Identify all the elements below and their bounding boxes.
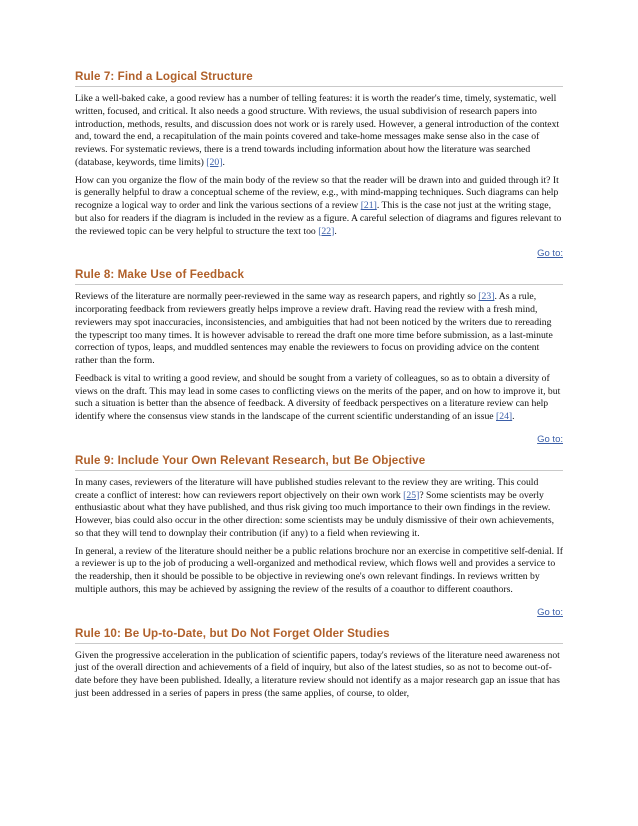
rule-heading: Rule 9: Include Your Own Relevant Research, but Be Objective bbox=[75, 454, 563, 471]
citation-link[interactable]: [25] bbox=[403, 489, 420, 501]
paragraph-text: . bbox=[334, 225, 337, 237]
body-paragraph bbox=[75, 650, 563, 701]
paragraph-text: . bbox=[512, 411, 515, 422]
paragraph-text: . As a rule, incorporating feedback from reviewers greatly helps improve a review draft. Having read the review with a fresh mind, reviewers may spot inaccuracies, inconsistencies, and ambiguities that had not been noticed by the writers due to rereading the typescript too many times. It is however advisable to reread the draft one more time before submission, as a last-minute correction of typos, leaps, and muddled sentences may enable the reviewers to focus on providing advice on the content rather than the form. bbox=[75, 291, 553, 366]
body-paragraph bbox=[75, 291, 563, 368]
paragraph-text: Feedback is vital to writing a good review, and should be sought from a variety of colleagues, so as to obtain a diversity of views on the draft. This may lead in some cases to conflicting views on the merits of the paper, and on how to improve it, but such a situation is better than the absence of feedback. A diversity of feedback perspectives on a literature review can help identify where the consensus view stands in the landscape of the current scientific understanding of an issue bbox=[75, 372, 561, 422]
goto-row bbox=[75, 243, 563, 260]
citation-link[interactable]: [22] bbox=[318, 225, 335, 237]
goto-link[interactable]: Go to: bbox=[537, 248, 563, 260]
paragraph-text: Like a well-baked cake, a good review has a number of telling features: it is worth the reader's time, timely, systematic, well written, focused, and critical. It also needs a good structure. With reviews, the usual subdivision of research papers into introduction, methods, results, and discussion does not work or is rarely used. However, a general introduction of the context and, toward the end, a recapitulation of the main points covered and take-home messages make sense also in the case of reviews. For systematic reviews, there is a trend towards including information about how the literature was searched (database, keywords, time limits) bbox=[75, 93, 560, 168]
goto-link[interactable]: Go to: bbox=[537, 433, 563, 445]
paragraph-text: Given the progressive acceleration in the publication of scientific papers, today's reviews of the literature need awareness not just of the overall direction and achievements of a field of inquiry, but also of the latest studies, so as not to become out-of-date before they have been published. Ideally, a literature review should not identify as a major research gap an issue that has just been addressed in a series of papers in press (the same applies, of course, to older, bbox=[75, 649, 560, 699]
paragraph-text: Reviews of the literature are normally peer-reviewed in the same way as research papers, and rightly so bbox=[75, 291, 479, 303]
citation-link[interactable]: [24] bbox=[496, 411, 513, 422]
citation-link[interactable]: [21] bbox=[360, 200, 377, 211]
paragraph-text: In general, a review of the literature should neither be a public relations brochure nor an exercise in competitive self-denial. If a reviewer is up to the job of producing a well-organized and methodical review, which flows well and provides a service to the readership, then it should be possible to be objective in reviewing one's own relevant findings. In reviews written by multiple authors, this may be achieved by assigning the review of the results of a coauthor to different coauthors. bbox=[75, 545, 563, 595]
paragraph-text: . This is the case not just at the writing stage, but also for readers if the diagram is included in the review as a figure. A careful selection of diagrams and figures relevant to the reviewed topic can be very helpful to structure the text too bbox=[75, 200, 562, 237]
article-page bbox=[75, 70, 563, 706]
body-paragraph bbox=[75, 175, 563, 239]
paragraph-text: ? Some scientists may be overly enthusiastic about what they have published, and thus risk giving too much importance to their own findings in the review. However, bias could also occur in the other direction: some scientists may be unduly dismissive of their own achievements, so that they will tend to downplay their contribution (if any) to a field when reviewing it. bbox=[75, 489, 555, 539]
body-paragraph bbox=[75, 477, 563, 541]
paragraph-text: . bbox=[222, 156, 225, 168]
paragraph-text: In many cases, reviewers of the literature will have published studies relevant to the review they are writing. This could create a conflict of interest: how can reviewers report objectively on their own work bbox=[75, 476, 539, 501]
rule-heading: Rule 10: Be Up-to-Date, but Do Not Forget Older Studies bbox=[75, 627, 563, 644]
rule-section bbox=[75, 70, 563, 260]
rule-section bbox=[75, 268, 563, 445]
goto-link[interactable]: Go to: bbox=[537, 606, 563, 618]
body-paragraph bbox=[75, 93, 563, 170]
goto-row bbox=[75, 602, 563, 618]
body-paragraph bbox=[75, 373, 563, 424]
rule-section bbox=[75, 627, 563, 701]
rule-section bbox=[75, 453, 563, 618]
citation-link[interactable]: [20] bbox=[206, 156, 223, 168]
rule-heading: Rule 7: Find a Logical Structure bbox=[75, 70, 563, 87]
goto-row bbox=[75, 429, 563, 445]
citation-link[interactable]: [23] bbox=[478, 291, 495, 303]
body-paragraph bbox=[75, 546, 563, 597]
paragraph-text: How can you organize the flow of the main body of the review so that the reader will be drawn into and guided through it? It is generally helpful to draw a conceptual scheme of the review, e.g., with mind-mapping techniques. Such diagrams can help recognize a logical way to order and link the various sections of a review bbox=[75, 174, 559, 211]
rule-heading: Rule 8: Make Use of Feedback bbox=[75, 268, 563, 285]
